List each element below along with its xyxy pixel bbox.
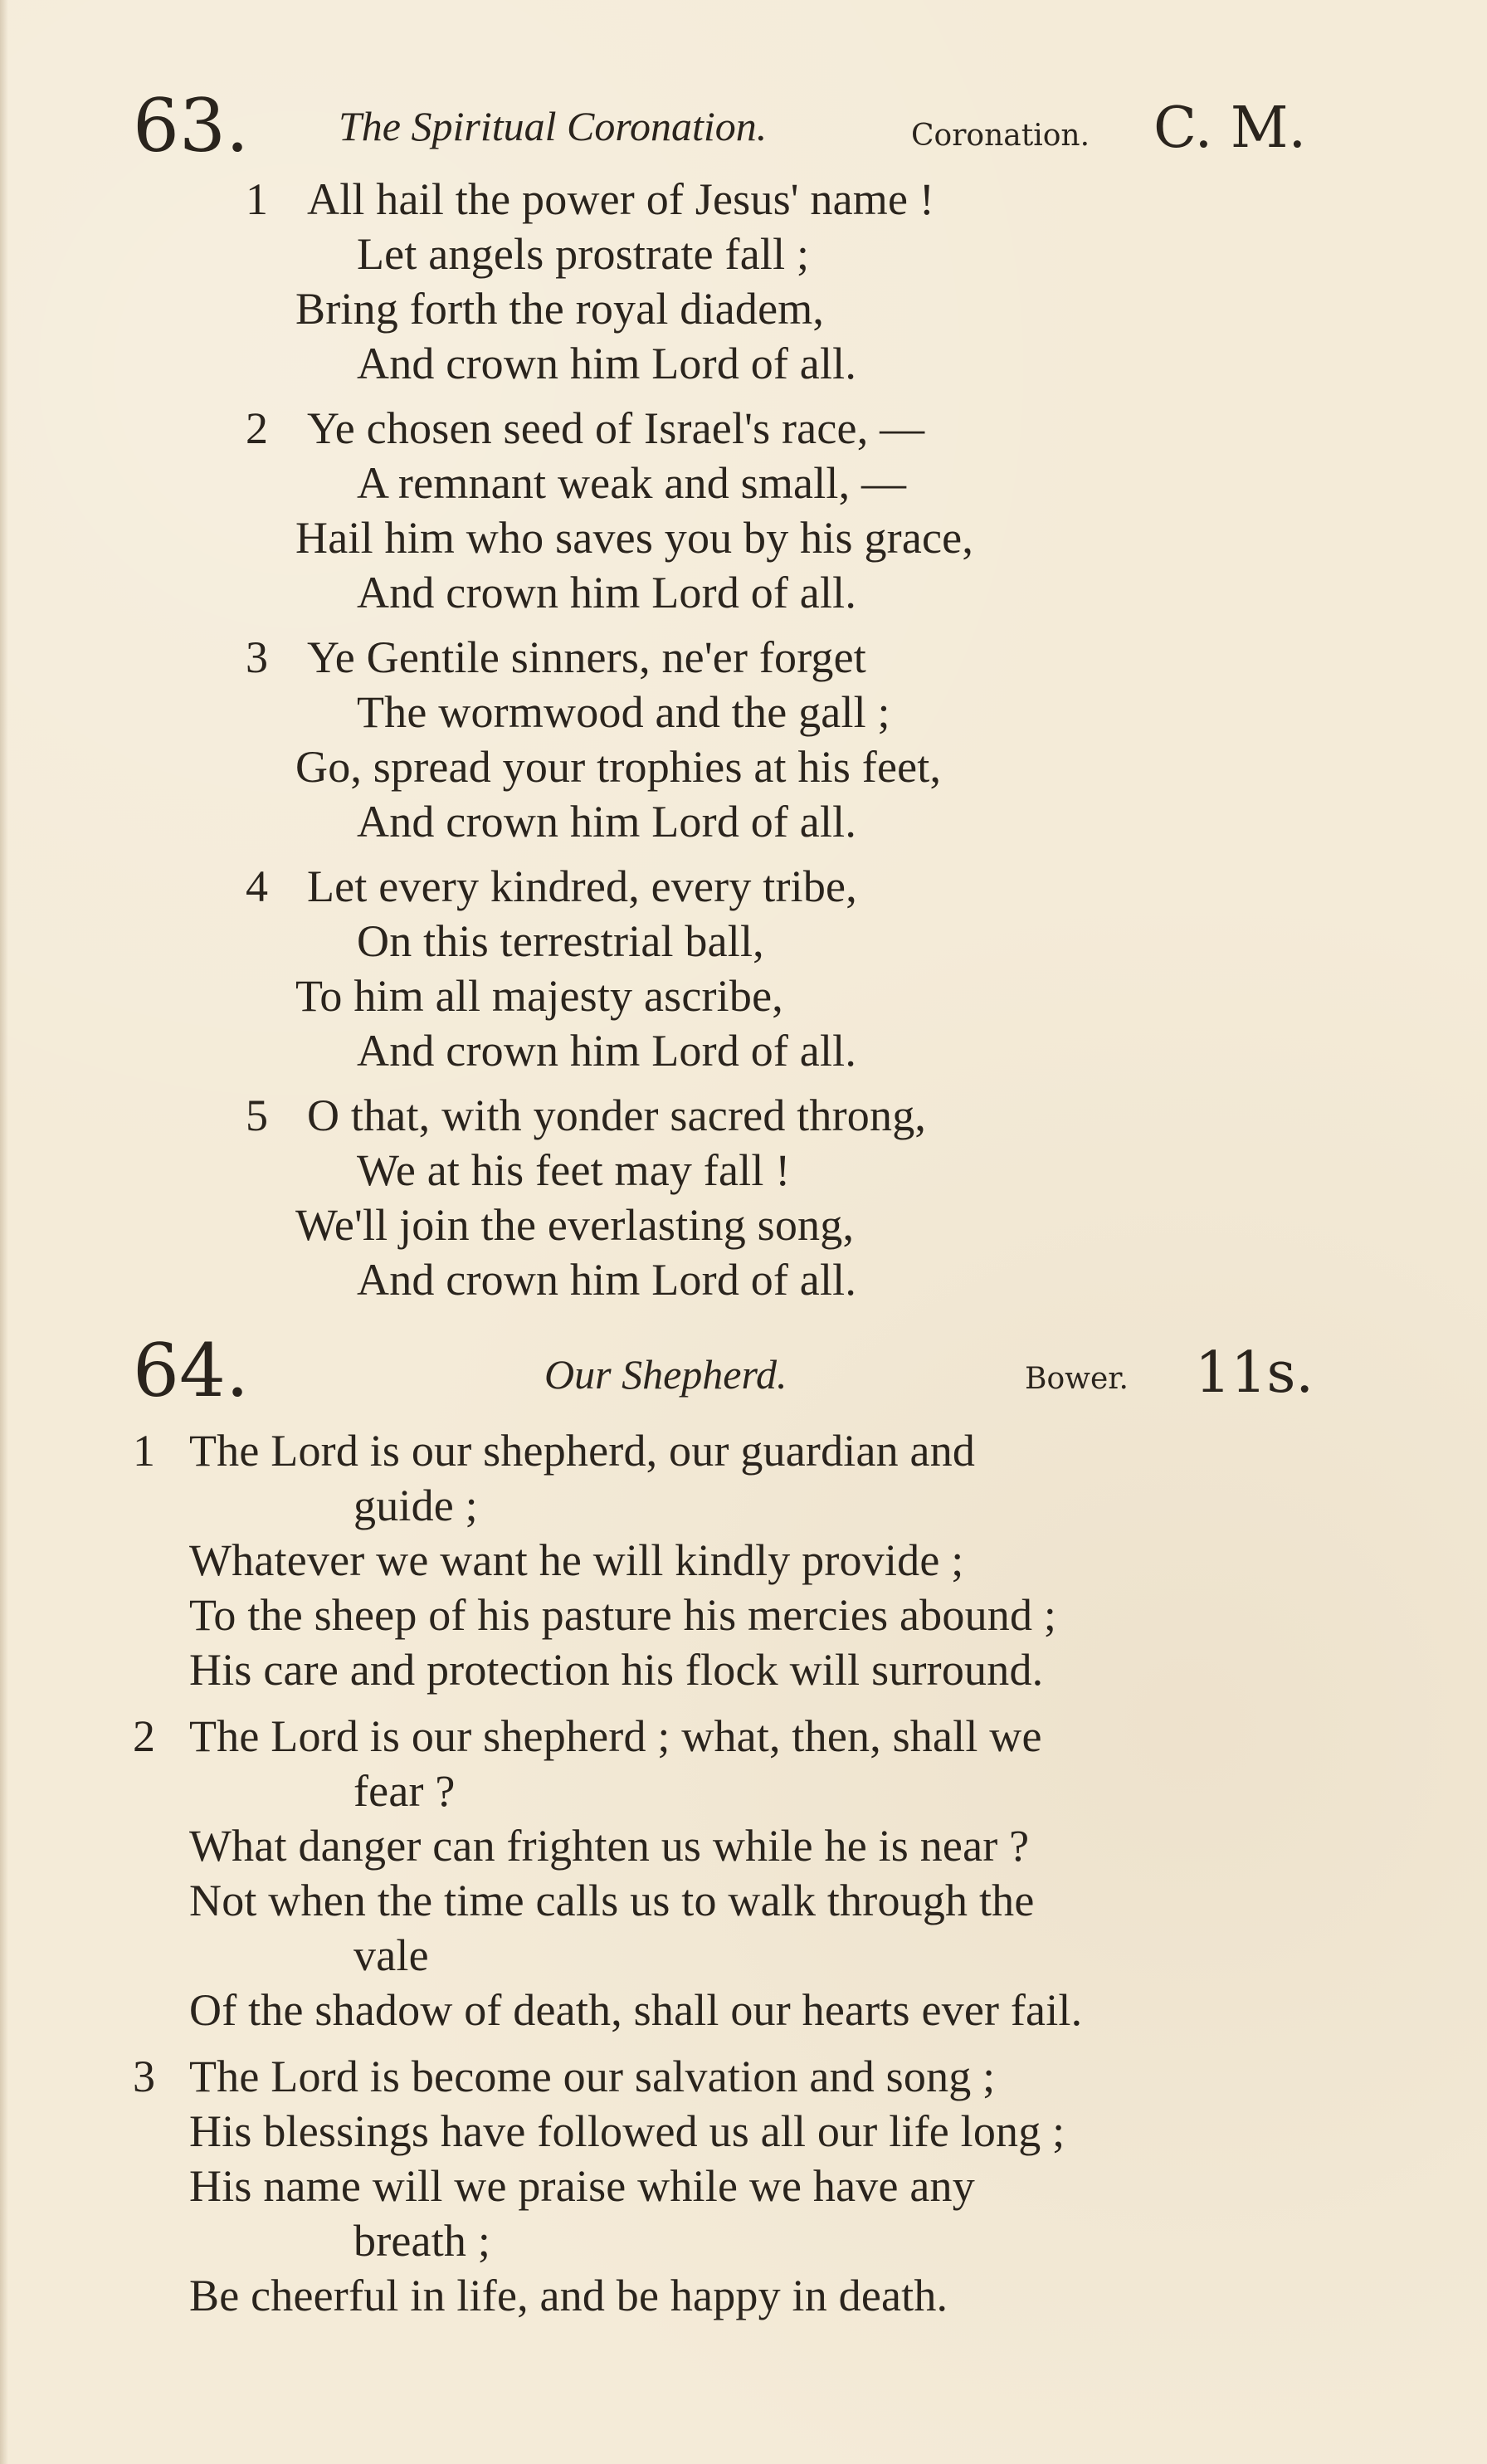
stanza-line: Not when the time calls us to walk through the xyxy=(189,1876,1035,1925)
stanza-line: Be cheerful in life, and be happy in death. xyxy=(189,2271,948,2320)
tune-name: Bower. xyxy=(1025,1362,1129,1396)
stanza-line: We'll join the everlasting song, xyxy=(295,1200,855,1250)
stanza-line: Bring forth the royal diadem, xyxy=(295,284,825,334)
stanza-line: And crown him Lord of all. xyxy=(357,1255,857,1305)
stanza-line: guide ; xyxy=(353,1481,478,1530)
stanza-line: Of the shadow of death, shall our hearts ever fail. xyxy=(189,1985,1083,2035)
hymn-title: Our Shepherd. xyxy=(544,1351,787,1398)
stanza-line: breath ; xyxy=(353,2216,491,2266)
stanza-number: 4 xyxy=(246,861,268,911)
stanza-line-text: The Lord is our shepherd, our guardian and xyxy=(189,1426,976,1476)
stanza-number: 5 xyxy=(246,1091,268,1140)
stanza-line: And crown him Lord of all. xyxy=(357,1026,857,1076)
stanza-line: Go, spread your trophies at his feet, xyxy=(295,742,942,792)
hymn-64-header xyxy=(133,1328,1314,1413)
stanza-number: 2 xyxy=(246,403,268,453)
hymn-number: 64. xyxy=(133,1328,249,1413)
stanza-line: To the sheep of his pasture his mercies abound ; xyxy=(189,1590,1057,1640)
hymn-number: 63. xyxy=(133,83,249,168)
hymn-63-header xyxy=(133,83,1307,168)
hymn-title: The Spiritual Coronation. xyxy=(339,103,768,149)
stanza-line: And crown him Lord of all. xyxy=(357,568,857,617)
stanza-line: vale xyxy=(353,1930,429,1980)
page-edge-shadow xyxy=(0,0,8,2464)
stanza-line: The Lord is become our salvation and song ; xyxy=(189,2052,996,2101)
stanza-line: A remnant weak and small, — xyxy=(357,458,907,508)
stanza-line: The wormwood and the gall ; xyxy=(357,687,890,737)
stanza-line: What danger can frighten us while he is near ? xyxy=(189,1821,1030,1871)
stanza-line: Ye chosen seed of Israel's race, — xyxy=(307,403,925,453)
stanza-number: 3 xyxy=(133,2052,155,2101)
stanza-line: We at his feet may fall ! xyxy=(357,1145,791,1195)
stanza-number: 1 xyxy=(133,1426,155,1476)
stanza-line: Whatever we want he will kindly provide ; xyxy=(189,1535,964,1585)
meter: C. M. xyxy=(1153,95,1307,161)
stanza-line: The Lord is our shepherd ; what, then, shall we xyxy=(189,1711,1042,1761)
stanza-number: 2 xyxy=(133,1711,155,1761)
stanza-number: 1 xyxy=(246,174,268,224)
stanza-number: 3 xyxy=(246,632,268,682)
stanza-line: Let angels prostrate fall ; xyxy=(357,229,810,279)
stanza-line: To him all majesty ascribe, xyxy=(295,971,783,1021)
stanza-line: All hail the power of Jesus' name ! xyxy=(307,174,935,224)
stanza-line: fear ? xyxy=(353,1766,456,1816)
stanza-line: His care and protection his flock will surround. xyxy=(189,1645,1044,1695)
stanza-line: Hail him who saves you by his grace, xyxy=(295,513,974,563)
tune-name: Coronation. xyxy=(911,119,1090,153)
stanza-line: His name will we praise while we have any xyxy=(189,2161,975,2211)
stanza-line: O that, with yonder sacred throng, xyxy=(307,1091,927,1140)
stanza-line: On this terrestrial ball, xyxy=(357,916,764,966)
stanza-line: Ye Gentile sinners, ne'er forget xyxy=(307,632,866,682)
meter: 11s. xyxy=(1195,1340,1314,1406)
stanza-line xyxy=(189,1426,1293,1476)
stanza-line: And crown him Lord of all. xyxy=(357,339,857,388)
stanza-line: His blessings have followed us all our life long ; xyxy=(189,2106,1065,2156)
stanza-line: Let every kindred, every tribe, xyxy=(307,861,857,911)
stanza-line: And crown him Lord of all. xyxy=(357,797,857,847)
